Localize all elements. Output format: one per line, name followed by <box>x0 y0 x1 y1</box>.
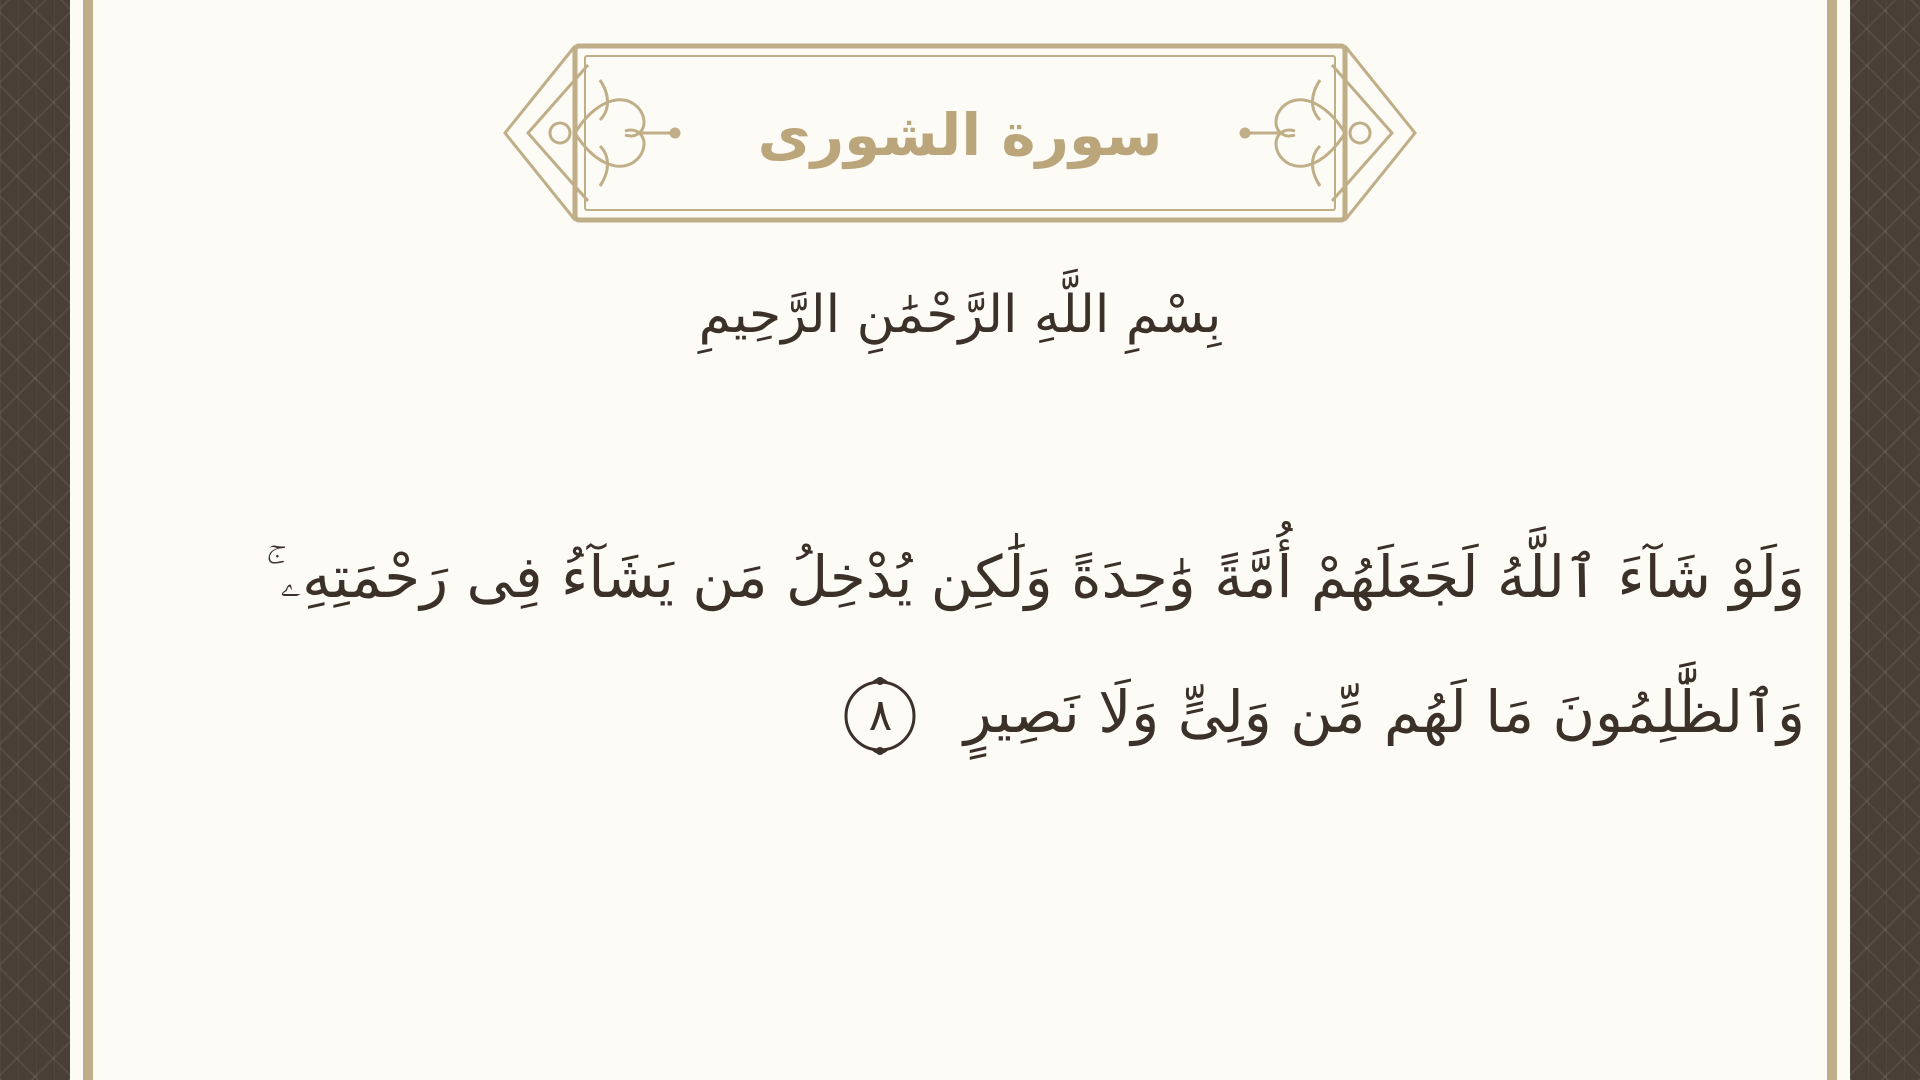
surah-header-frame <box>500 40 1420 230</box>
basmala: بِسْمِ اللَّهِ الرَّحْمَٰنِ الرَّحِيمِ <box>698 285 1222 345</box>
left-ornamental-border <box>0 0 70 1080</box>
verse-text: وَلَوْ شَآءَ ٱللَّهُ لَجَعَلَهُمْ أُمَّةً وَٰحِدَةً وَلَٰكِن يُدْخِلُ مَن يَشَآءُ فِى رَحْمَتِهِۦ ۚ وَٱلظَّٰلِمُونَ مَا لَهُم مِّن وَلِىٍّ وَلَا نَصِيرٍ <box>265 543 1805 746</box>
verse-text-block <box>200 510 1805 780</box>
right-ornamental-border <box>1850 0 1920 1080</box>
ayah-number: ٨ <box>868 689 893 741</box>
ayah-number-marker <box>839 675 921 757</box>
right-gold-rule <box>1827 0 1837 1080</box>
surah-title: سورة الشورى <box>757 101 1163 169</box>
left-gold-rule <box>83 0 93 1080</box>
